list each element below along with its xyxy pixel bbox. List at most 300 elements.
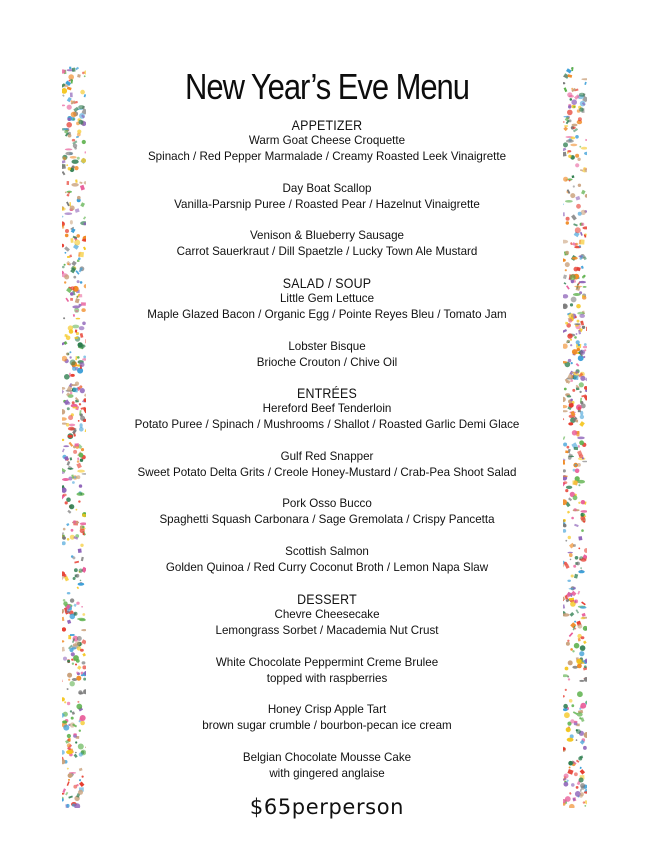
confetti-piece [67, 739, 69, 741]
confetti-piece [563, 410, 568, 412]
confetti-piece [62, 536, 66, 540]
confetti-piece [62, 244, 64, 248]
confetti-piece [80, 386, 82, 388]
confetti-piece [567, 333, 572, 338]
confetti-piece [79, 569, 83, 573]
confetti-piece [84, 394, 86, 398]
confetti-piece [572, 257, 578, 260]
confetti-piece [65, 192, 67, 194]
confetti-piece [72, 160, 79, 164]
confetti-piece [77, 157, 80, 160]
confetti-piece [578, 445, 580, 448]
confetti-piece [72, 305, 80, 308]
confetti-piece [563, 475, 568, 477]
confetti-piece [65, 234, 69, 238]
confetti-piece [66, 523, 69, 526]
confetti-piece [66, 353, 69, 356]
confetti-piece [81, 448, 84, 451]
confetti-piece [573, 481, 578, 485]
confetti-piece [66, 202, 70, 207]
confetti-piece [564, 282, 567, 285]
confetti-piece [64, 374, 70, 380]
confetti-piece [85, 747, 86, 749]
confetti-piece [568, 456, 572, 460]
confetti-piece [77, 636, 82, 641]
confetti-piece [62, 409, 65, 414]
confetti-piece [571, 99, 577, 105]
confetti-piece [568, 678, 570, 680]
confetti-piece [579, 421, 585, 427]
confetti-piece [62, 541, 66, 545]
confetti-piece [72, 401, 75, 404]
confetti-piece [82, 239, 86, 242]
section-salad-soup [96, 276, 558, 371]
confetti-piece [82, 473, 87, 475]
confetti-piece [82, 72, 85, 75]
confetti-piece [568, 536, 571, 539]
confetti-piece [67, 87, 72, 91]
confetti-piece [573, 495, 578, 500]
confetti-piece [576, 333, 578, 335]
confetti-piece [563, 529, 566, 533]
item-name: Venison & Blueberry Sausage [249, 229, 405, 242]
confetti-piece [68, 325, 73, 330]
confetti-piece [574, 447, 578, 450]
confetti-piece [576, 739, 578, 741]
confetti-piece [68, 427, 75, 431]
confetti-piece [63, 601, 67, 605]
confetti-piece [570, 379, 573, 382]
confetti-piece [72, 481, 75, 484]
confetti-piece [577, 691, 583, 697]
confetti-piece [568, 761, 573, 766]
item-description: Maple Glazed Bacon / Organic Egg / Pointe Reyes Bleu / Tomato Jam [147, 308, 507, 321]
confetti-piece [563, 481, 567, 484]
confetti-piece [581, 500, 585, 504]
confetti-piece [573, 510, 575, 512]
confetti-piece [81, 302, 86, 305]
confetti-piece [74, 166, 78, 170]
confetti-piece [571, 362, 573, 364]
confetti-piece [566, 68, 572, 73]
confetti-pattern [563, 66, 587, 808]
confetti-piece [567, 640, 569, 642]
confetti-piece [82, 526, 84, 528]
confetti-piece [63, 528, 66, 531]
confetti-piece [81, 308, 85, 312]
confetti-piece [71, 261, 76, 266]
confetti-piece [67, 673, 72, 678]
confetti-piece [63, 317, 65, 319]
confetti-piece [62, 164, 66, 169]
confetti-piece [569, 804, 575, 808]
confetti-piece [72, 139, 75, 142]
item-description: Vanilla-Parsnip Puree / Roasted Pear / Hazelnut Vinaigrette [174, 197, 480, 211]
item-name: Belgian Chocolate Mousse Cake [242, 750, 412, 764]
item-name: Scottish Salmon [285, 544, 369, 558]
confetti-piece [578, 536, 582, 540]
item-description: Carrot Sauerkraut / Dill Spaetzle / Lucky Town Ale Mustard [176, 245, 478, 258]
confetti-piece [576, 729, 581, 734]
confetti-piece [581, 147, 587, 150]
confetti-piece [80, 649, 84, 652]
confetti-piece [567, 395, 572, 397]
confetti-piece [79, 484, 82, 487]
confetti-piece [580, 645, 586, 651]
confetti-piece [578, 757, 582, 761]
confetti-piece [582, 461, 587, 463]
confetti-piece [574, 286, 582, 288]
confetti-piece [79, 752, 83, 756]
confetti-piece [563, 82, 565, 84]
item-description: Spinach / Red Pepper Marmalade / Creamy Roasted Leek Vinaigrette [147, 150, 507, 163]
item-description: topped with raspberries [266, 671, 388, 685]
confetti-piece [75, 741, 77, 743]
confetti-piece [563, 294, 568, 298]
confetti-piece [565, 200, 573, 203]
confetti-piece [75, 443, 79, 446]
confetti-piece [65, 152, 73, 155]
confetti-piece [83, 356, 86, 359]
confetti-piece [568, 497, 572, 501]
item-description: Lemongrass Sorbet / Macademia Nut Crust [215, 624, 439, 637]
confetti-piece [73, 107, 79, 112]
confetti-piece [62, 617, 64, 621]
confetti-piece [563, 212, 565, 216]
confetti-piece [73, 314, 75, 317]
confetti-piece [70, 374, 74, 377]
confetti-piece [568, 313, 573, 318]
confetti-piece [75, 67, 79, 71]
confetti-piece [62, 225, 64, 229]
confetti-piece [563, 418, 564, 421]
confetti-piece [578, 407, 581, 411]
confetti-piece [63, 657, 67, 661]
confetti-piece [579, 255, 582, 257]
confetti-piece [565, 269, 567, 271]
confetti-piece [583, 801, 585, 803]
confetti-piece [581, 78, 587, 80]
confetti-piece [67, 702, 70, 705]
confetti-piece [67, 688, 69, 690]
confetti-piece [576, 760, 580, 763]
confetti-piece [567, 152, 569, 154]
confetti-piece [579, 794, 582, 797]
confetti-piece [62, 266, 65, 269]
confetti-piece [584, 386, 587, 390]
confetti-piece [575, 196, 580, 201]
confetti-piece [563, 443, 567, 447]
confetti-piece [77, 130, 81, 134]
confetti-piece [579, 107, 583, 111]
confetti-piece [77, 356, 80, 359]
confetti-piece [77, 470, 85, 473]
confetti-piece [576, 609, 580, 613]
item-name: White Chocolate Peppermint Creme Brulee [215, 655, 439, 669]
confetti-pattern [62, 66, 86, 808]
confetti-piece [63, 494, 67, 497]
confetti-piece [582, 326, 585, 329]
confetti-piece [577, 348, 581, 352]
confetti-piece [67, 181, 70, 185]
confetti-piece [62, 750, 65, 755]
confetti-piece [563, 177, 568, 182]
confetti-piece [580, 789, 582, 792]
confetti-piece [570, 719, 574, 723]
confetti-piece [566, 285, 570, 289]
confetti-piece [76, 659, 80, 663]
confetti-piece [80, 202, 85, 207]
confetti-piece [564, 712, 570, 718]
confetti-piece [575, 135, 579, 139]
confetti-piece [62, 640, 64, 642]
confetti-piece [75, 356, 77, 360]
confetti-piece [568, 660, 573, 665]
confetti-piece [586, 327, 587, 331]
confetti-piece [569, 95, 574, 98]
confetti-piece [563, 240, 568, 244]
confetti-piece [563, 259, 566, 262]
confetti-piece [563, 708, 568, 711]
confetti-piece [67, 768, 69, 770]
confetti-piece [573, 544, 576, 547]
left-confetti-border [62, 66, 86, 808]
confetti-piece [72, 663, 74, 665]
confetti-piece [565, 689, 567, 691]
confetti-piece [574, 524, 579, 527]
confetti-piece [570, 344, 572, 346]
confetti-piece [583, 356, 585, 358]
confetti-piece [67, 538, 70, 541]
confetti-piece [567, 511, 570, 514]
confetti-piece [571, 297, 577, 303]
confetti-piece [581, 223, 584, 226]
confetti-piece [573, 293, 581, 296]
confetti-piece [70, 220, 73, 224]
confetti-piece [574, 323, 581, 325]
confetti-piece [62, 449, 65, 453]
confetti-piece [84, 181, 86, 184]
confetti-piece [66, 804, 69, 808]
confetti-piece [74, 476, 77, 479]
confetti-piece [75, 330, 77, 333]
confetti-piece [62, 216, 63, 218]
confetti-piece [563, 469, 566, 472]
confetti-piece [570, 399, 573, 402]
confetti-piece [76, 318, 81, 320]
confetti-piece [574, 375, 579, 380]
confetti-piece [576, 786, 579, 789]
confetti-piece [73, 604, 76, 608]
confetti-piece [79, 768, 83, 771]
confetti-piece [82, 661, 86, 664]
confetti-piece [68, 779, 70, 781]
confetti-piece [577, 158, 580, 161]
item-name: Hereford Beef Tenderloin [262, 402, 392, 415]
confetti-piece [74, 754, 78, 758]
confetti-piece [75, 752, 77, 754]
confetti-piece [83, 533, 85, 535]
confetti-piece [85, 429, 86, 433]
confetti-piece [76, 509, 78, 511]
confetti-piece [70, 238, 73, 243]
confetti-piece [572, 389, 575, 392]
confetti-piece [80, 362, 85, 367]
confetti-piece [565, 489, 568, 492]
confetti-piece [65, 298, 69, 302]
confetti-piece [70, 93, 73, 98]
confetti-piece [65, 252, 67, 254]
confetti-piece [571, 280, 574, 283]
confetti-piece [584, 665, 587, 668]
confetti-piece [78, 500, 80, 502]
confetti-piece [81, 557, 84, 561]
confetti-piece [570, 144, 577, 147]
confetti-piece [568, 105, 571, 108]
confetti-piece [68, 468, 74, 470]
confetti-piece [575, 163, 579, 167]
confetti-piece [569, 699, 573, 703]
confetti-piece [570, 339, 572, 341]
confetti-piece [581, 558, 587, 561]
confetti-piece [564, 125, 568, 127]
confetti-piece [568, 552, 573, 554]
confetti-piece [573, 223, 578, 226]
confetti-piece [580, 232, 583, 236]
confetti-piece [564, 782, 569, 787]
confetti-piece [63, 574, 66, 577]
item-description: Potato Puree / Spinach / Mushrooms / Shallot / Roasted Garlic Demi Glace [134, 418, 520, 431]
confetti-piece [580, 376, 585, 381]
confetti-piece [564, 388, 567, 391]
confetti-piece [571, 137, 576, 140]
confetti-piece [574, 621, 576, 623]
confetti-piece [62, 627, 66, 631]
confetti-piece [81, 158, 86, 163]
confetti-piece [78, 744, 84, 750]
confetti-piece [571, 783, 575, 787]
confetti-piece [67, 118, 70, 121]
confetti-piece [64, 334, 67, 337]
confetti-piece [77, 665, 81, 669]
confetti-piece [578, 212, 582, 216]
confetti-piece [80, 281, 83, 284]
confetti-piece [70, 598, 74, 602]
confetti-piece [67, 105, 72, 110]
confetti-piece [68, 679, 70, 681]
confetti-piece [70, 681, 75, 686]
confetti-piece [570, 612, 575, 617]
confetti-piece [73, 144, 77, 148]
confetti-piece [81, 674, 84, 676]
confetti-piece [576, 340, 580, 344]
confetti-piece [80, 544, 83, 547]
confetti-piece [62, 390, 64, 394]
confetti-piece [576, 363, 580, 367]
confetti-piece [564, 305, 566, 307]
confetti-piece [563, 75, 568, 77]
confetti-piece [67, 734, 71, 738]
confetti-piece [570, 274, 576, 280]
confetti-piece [579, 440, 584, 445]
confetti-piece [565, 540, 567, 542]
confetti-piece [572, 650, 574, 652]
confetti-piece [75, 208, 80, 213]
confetti-piece [575, 227, 581, 233]
confetti-piece [71, 112, 77, 118]
confetti-piece [566, 139, 574, 142]
confetti-piece [62, 439, 64, 441]
confetti-piece [569, 180, 571, 182]
confetti-piece [66, 750, 73, 754]
confetti-piece [67, 407, 70, 410]
section-entrees [96, 386, 558, 576]
confetti-piece [67, 781, 70, 786]
confetti-piece [70, 206, 75, 211]
confetti-piece [575, 243, 578, 246]
confetti-piece [571, 704, 574, 707]
confetti-piece [64, 281, 66, 283]
confetti-piece [584, 343, 587, 346]
section-dessert [96, 592, 558, 782]
confetti-piece [63, 128, 69, 130]
confetti-piece [65, 229, 69, 233]
confetti-piece [572, 430, 577, 435]
confetti-piece [575, 469, 580, 474]
confetti-piece [569, 767, 571, 769]
confetti-piece [581, 601, 586, 605]
confetti-piece [67, 263, 69, 265]
section-heading: DESSERT [297, 592, 357, 607]
confetti-piece [572, 127, 575, 129]
confetti-piece [77, 280, 80, 283]
confetti-piece [70, 156, 77, 159]
confetti-piece [566, 221, 569, 224]
confetti-piece [70, 457, 73, 460]
confetti-piece [571, 214, 577, 220]
confetti-piece [69, 351, 71, 353]
confetti-piece [62, 720, 67, 723]
confetti-piece [584, 349, 586, 351]
confetti-piece [69, 264, 71, 266]
confetti-piece [67, 256, 70, 258]
confetti-piece [571, 575, 574, 578]
confetti-piece [70, 392, 73, 395]
confetti-piece [572, 175, 575, 178]
confetti-piece [569, 403, 574, 408]
confetti-piece [62, 697, 65, 701]
confetti-piece [579, 680, 584, 682]
section-heading: SALAD / SOUP [282, 276, 372, 291]
confetti-piece [79, 730, 81, 732]
confetti-piece [62, 105, 65, 107]
confetti-piece [563, 275, 567, 280]
confetti-piece [80, 416, 85, 421]
confetti-piece [84, 94, 86, 97]
confetti-piece [78, 342, 83, 347]
confetti-piece [579, 391, 581, 393]
confetti-piece [70, 298, 73, 301]
confetti-piece [62, 387, 65, 390]
confetti-piece [76, 704, 82, 710]
confetti-piece [73, 577, 76, 580]
confetti-piece [62, 788, 66, 793]
confetti-piece [69, 504, 74, 509]
confetti-piece [62, 647, 65, 652]
item-name: Day Boat Scallop [282, 181, 372, 195]
confetti-piece [71, 183, 78, 187]
confetti-piece [66, 497, 71, 502]
